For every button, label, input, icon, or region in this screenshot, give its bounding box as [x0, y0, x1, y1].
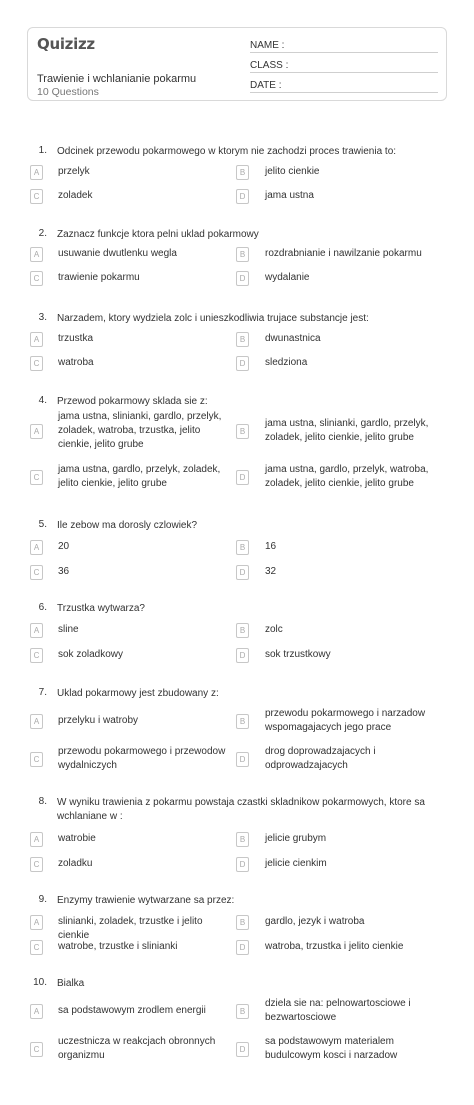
option-c-box[interactable]: C: [30, 1042, 43, 1057]
option-c-box[interactable]: C: [30, 752, 43, 767]
question-number: 8.: [38, 796, 47, 807]
option-b-box[interactable]: B: [236, 832, 249, 847]
option-a-text[interactable]: usuwanie dwutlenku wegla: [58, 248, 177, 259]
question-number: 2.: [38, 228, 47, 239]
class-label: CLASS :: [250, 60, 289, 71]
question-text: Narzadem, ktory wydziela zolc i unieszkodliwia trujace substancje jest:: [57, 313, 369, 324]
option-c-text[interactable]: watroba: [58, 357, 94, 368]
question-number: 7.: [38, 687, 47, 698]
option-d-box[interactable]: D: [236, 356, 249, 371]
question-text: Bialka: [57, 978, 85, 989]
option-b-text[interactable]: rozdrabnianie i nawilzanie pokarmu: [265, 248, 422, 259]
question-number: 3.: [38, 312, 47, 323]
option-b-text[interactable]: jelicie grubym: [265, 833, 327, 844]
option-c-text[interactable]: przewodu pokarmowego i przewodow wydalniczych: [58, 746, 226, 771]
question-number: 5.: [38, 519, 47, 530]
option-a-text[interactable]: 20: [58, 541, 70, 552]
option-a-box[interactable]: A: [30, 832, 43, 847]
option-a-box[interactable]: A: [30, 247, 43, 262]
option-b-box[interactable]: B: [236, 332, 249, 347]
option-c-box[interactable]: C: [30, 857, 43, 872]
option-b-box[interactable]: B: [236, 540, 249, 555]
option-a-text[interactable]: jama ustna, slinianki, gardlo, przelyk, zoladek, watroba, trzustka, jelito cienkie, jelito grube: [58, 411, 222, 450]
option-d-text[interactable]: wydalanie: [265, 272, 310, 283]
question-text: Trzustka wytwarza?: [57, 603, 145, 614]
question-text: Uklad pokarmowy jest zbudowany z:: [57, 688, 219, 699]
option-b-box[interactable]: B: [236, 165, 249, 180]
option-c-text[interactable]: watrobe, trzustke i slinianki: [58, 941, 178, 952]
option-c-text[interactable]: zoladek: [58, 190, 93, 201]
option-b-text[interactable]: dwunastnica: [265, 333, 321, 344]
option-a-box[interactable]: A: [30, 165, 43, 180]
option-d-box[interactable]: D: [236, 752, 249, 767]
option-c-text[interactable]: jama ustna, gardlo, przelyk, zoladek, jelito cienkie, jelito grube: [58, 464, 221, 489]
option-d-box[interactable]: D: [236, 648, 249, 663]
option-c-box[interactable]: C: [30, 271, 43, 286]
option-d-text[interactable]: jama ustna: [265, 190, 314, 201]
option-a-text[interactable]: sline: [58, 624, 79, 635]
option-c-text[interactable]: uczestnicza w reakcjach obronnych organizmu: [58, 1036, 216, 1061]
option-a-box[interactable]: A: [30, 540, 43, 555]
option-c-box[interactable]: C: [30, 470, 43, 485]
option-d-box[interactable]: D: [236, 1042, 249, 1057]
date-label: DATE :: [250, 80, 282, 91]
option-b-box[interactable]: B: [236, 714, 249, 729]
option-b-box[interactable]: B: [236, 623, 249, 638]
option-c-box[interactable]: C: [30, 648, 43, 663]
option-a-text[interactable]: trzustka: [58, 333, 94, 344]
question-number: 4.: [38, 395, 47, 406]
question-text: Odcinek przewodu pokarmowego w ktorym nie zachodzi proces trawienia to:: [57, 146, 397, 157]
option-d-box[interactable]: D: [236, 857, 249, 872]
option-d-text[interactable]: sok trzustkowy: [265, 649, 331, 660]
option-b-box[interactable]: B: [236, 915, 249, 930]
quizizz-logo: Quizizz: [37, 35, 95, 53]
option-c-text[interactable]: zoladku: [58, 858, 93, 869]
option-a-box[interactable]: A: [30, 623, 43, 638]
option-d-box[interactable]: D: [236, 565, 249, 580]
option-b-text[interactable]: jelito cienkie: [265, 166, 320, 177]
option-c-text[interactable]: sok zoladkowy: [58, 649, 124, 660]
option-b-box[interactable]: B: [236, 1004, 249, 1019]
question-text: Przewod pokarmowy sklada sie z:: [57, 396, 208, 407]
option-c-box[interactable]: C: [30, 189, 43, 204]
question-text: Enzymy trawienie wytwarzane sa przez:: [57, 895, 235, 906]
name-label: NAME :: [250, 40, 285, 51]
option-c-box[interactable]: C: [30, 356, 43, 371]
option-a-text[interactable]: przelyk: [58, 166, 90, 177]
option-d-box[interactable]: D: [236, 940, 249, 955]
option-b-text[interactable]: gardlo, jezyk i watroba: [265, 916, 365, 927]
option-a-text[interactable]: sa podstawowym zrodlem energii: [58, 1005, 206, 1016]
option-d-box[interactable]: D: [236, 470, 249, 485]
question-number: 9.: [38, 894, 47, 905]
option-d-box[interactable]: D: [236, 271, 249, 286]
option-a-text[interactable]: przelyku i watroby: [58, 715, 139, 726]
question-text: Zaznacz funkcje ktora pelni uklad pokarmowy: [57, 229, 259, 240]
question-number: 1.: [38, 145, 47, 156]
option-d-text[interactable]: 32: [265, 566, 277, 577]
option-c-text[interactable]: 36: [58, 566, 70, 577]
option-b-text[interactable]: zolc: [265, 624, 283, 635]
option-c-box[interactable]: C: [30, 940, 43, 955]
option-b-text[interactable]: jama ustna, slinianki, gardlo, przelyk, zoladek, jelito cienkie, jelito grube: [265, 418, 429, 443]
option-d-text[interactable]: jelicie cienkim: [265, 858, 327, 869]
option-b-box[interactable]: B: [236, 247, 249, 262]
option-a-box[interactable]: A: [30, 1004, 43, 1019]
question-text: W wyniku trawienia z pokarmu powstaja czastki skladnikow pokarmowych, ktore sa wchlaniane w :: [57, 797, 425, 822]
option-c-box[interactable]: C: [30, 565, 43, 580]
option-a-text[interactable]: slinianki, zoladek, trzustke i jelito cienkie: [58, 916, 203, 941]
option-d-text[interactable]: jama ustna, gardlo, przelyk, watroba, zoladek, jelito cienkie, jelito grube: [265, 464, 429, 489]
worksheet-title: Trawienie i wchlanianie pokarmu: [37, 73, 197, 85]
question-number: 10.: [33, 977, 47, 988]
option-a-box[interactable]: A: [30, 714, 43, 729]
option-b-box[interactable]: B: [236, 424, 249, 439]
option-a-box[interactable]: A: [30, 424, 43, 439]
option-d-text[interactable]: watroba, trzustka i jelito cienkie: [265, 941, 404, 952]
option-d-box[interactable]: D: [236, 189, 249, 204]
option-b-text[interactable]: przewodu pokarmowego i narzadow wspomagajacych jego prace: [265, 708, 426, 733]
option-a-box[interactable]: A: [30, 915, 43, 930]
question-count: 10 Questions: [37, 86, 99, 98]
option-b-text[interactable]: 16: [265, 541, 277, 552]
question-text: Ile zebow ma dorosly czlowiek?: [57, 520, 198, 531]
option-b-text[interactable]: dziela sie na: pelnowartosciowe i bezwartosciowe: [265, 998, 411, 1023]
option-d-text[interactable]: drog doprowadzajacych i odprowadzajacych: [265, 746, 376, 771]
question-number: 6.: [38, 602, 47, 613]
option-a-box[interactable]: A: [30, 332, 43, 347]
option-a-text[interactable]: watrobie: [58, 833, 96, 844]
option-d-text[interactable]: sledziona: [265, 357, 308, 368]
option-d-text[interactable]: sa podstawowym materialem budulcowym kosci i narzadow: [265, 1036, 398, 1061]
option-c-text[interactable]: trawienie pokarmu: [58, 272, 140, 283]
